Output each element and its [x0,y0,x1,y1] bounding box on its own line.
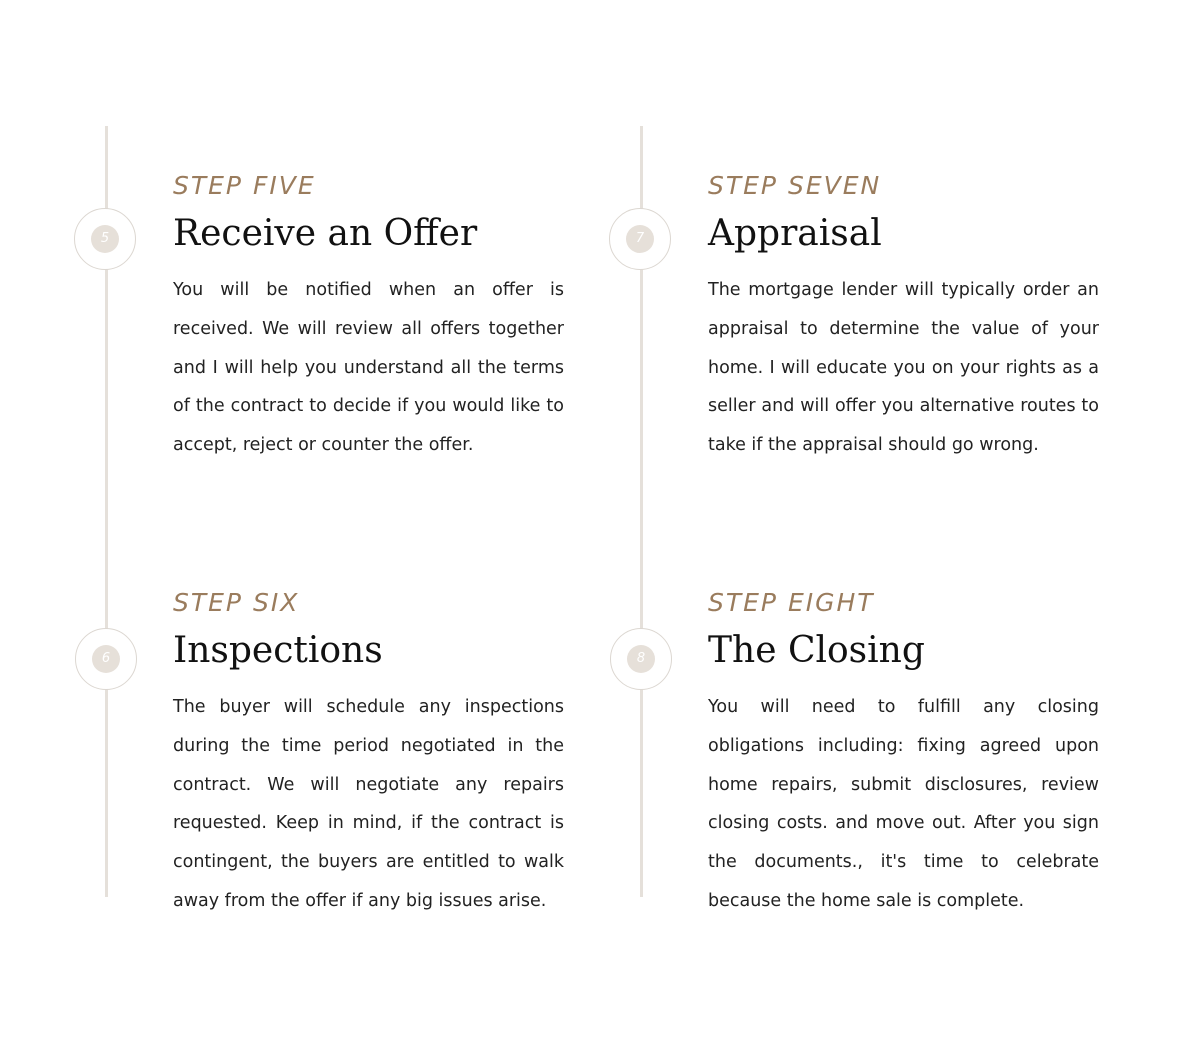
step-description: You will be notified when an offer is received. We will review all offers together and I will help you understand all the terms of the contract to decide if you would like to accept, reject or counter the offer. [173,280,564,456]
step-kicker: STEP SIX [173,588,300,617]
step-kicker: STEP EIGHT [708,588,875,617]
step-description: The buyer will schedule any inspections during the time period negotiated in the contract. We will negotiate any repairs requested. Keep in mind, if the contract is contingent, the buyers are entitled to walk away from the offer if any big issues arise. [173,697,564,911]
step-number-badge: 6 [92,645,120,673]
step-title: Inspections [173,630,383,671]
step-title: Appraisal [708,213,882,254]
step-number-badge: 7 [626,225,654,253]
step-description: The mortgage lender will typically order an appraisal to determine the value of your home. I will educate you on your rights as a seller and will offer you alternative routes to take if the appraisal should go wrong. [708,280,1099,456]
step-kicker: STEP SEVEN [708,171,882,200]
step-marker-five [74,208,136,270]
step-title: Receive an Offer [173,213,478,254]
step-number-badge: 5 [91,225,119,253]
step-description: You will need to fulfill any closing obligations including: fixing agreed upon home repairs, submit disclosures, review closing costs. and move out. After you sign the documents., it's time to celebrate because the home sale is complete. [708,697,1099,911]
step-kicker: STEP FIVE [173,171,316,200]
step-marker-six [75,628,137,690]
step-number-badge: 8 [627,645,655,673]
step-marker-eight [610,628,672,690]
step-title: The Closing [708,630,925,671]
step-marker-seven [609,208,671,270]
